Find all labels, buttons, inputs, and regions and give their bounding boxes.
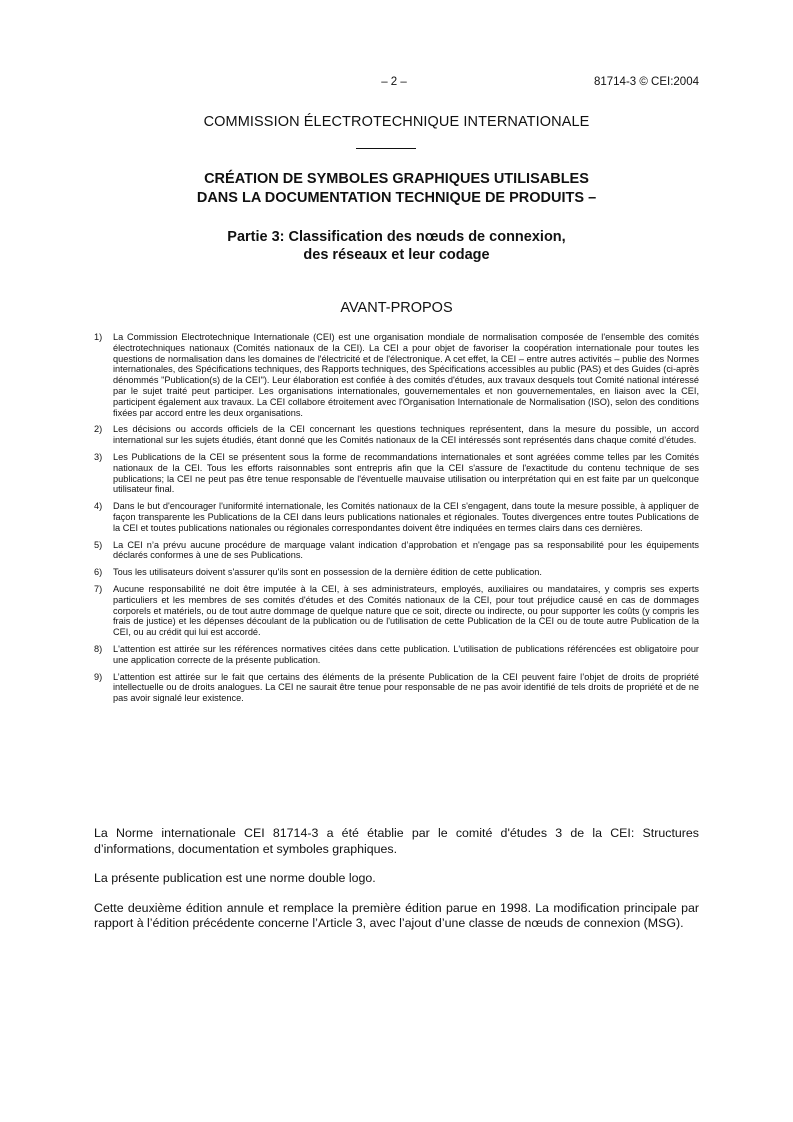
clause-item	[94, 540, 699, 562]
section-heading: AVANT-PROPOS	[340, 300, 453, 316]
document-reference: 81714-3 © CEI:2004	[593, 76, 699, 88]
clause-item	[94, 644, 699, 666]
paragraph-double-logo: La présente publication est une norme double logo.	[94, 871, 376, 885]
clause-text: L'attention est attirée sur les références normatives citées dans cette publication. L'utilisation de publications référencées est obligatoire pour une application correcte de la présente publication.	[113, 643, 699, 665]
clause-item	[94, 332, 699, 418]
document-title	[0, 170, 793, 208]
clause-text: L’attention est attirée sur le fait que certains des éléments de la présente Publication de la CEI peuvent faire l’objet de droits de propriété intellectuelle ou de droits analogues. La CEI ne saurait être tenue pour responsable de ne pas avoir identifié de tels droits de propriété et de ne pas avoir signalé leur existence.	[113, 671, 699, 704]
document-title-line-1: CRÉATION DE SYMBOLES GRAPHIQUES UTILISABLES	[204, 171, 589, 187]
page-header	[94, 76, 699, 92]
clause-number: 7)	[94, 583, 103, 594]
clause-text: Dans le but d'encourager l'uniformité internationale, les Comités nationaux de la CEI s'engagent, dans toute la mesure possible, à appliquer de façon transparente les Publications de la CEI dans leurs publications nationales et régionales. Toutes divergences entre toutes Publications de la CEI et toutes publications nationales ou régionales correspondantes doivent être indiquées en termes clairs dans ces dernières.	[113, 501, 699, 533]
clause-item	[94, 672, 699, 704]
clause-number: 2)	[94, 424, 103, 435]
clause-item	[94, 584, 699, 638]
clause-item	[94, 567, 699, 578]
clause-number: 9)	[94, 671, 103, 682]
clause-number: 6)	[94, 567, 103, 578]
clause-text: La CEI n’a prévu aucune procédure de marquage valant indication d’approbation et n'engage pas sa responsabilité pour les équipements déclarés conformes à une de ses Publications.	[113, 539, 699, 561]
clause-item	[94, 424, 699, 446]
clause-number: 1)	[94, 332, 103, 342]
page-number: – 2 –	[381, 76, 407, 88]
title-divider	[356, 148, 416, 149]
clause-text: Aucune responsabilité ne doit être imputée à la CEI, à ses administrateurs, employés, auxiliaires ou mandataires, y compris ses experts particuliers et les membres de ses comités d'études et des Comités nationaux de la CEI, pour tout préjudice causé en cas de dommages corporels et matériels, ou de tout autre dommage de quelque nature que ce soit, directe ou indirecte, ou pour supporter les coûts (y compris les frais de justice) et les dépenses découlant de la publication ou de l'utilisation de cette Publication de la CEI ou de toute autre Publication de la CEI, ou au crédit qui lui est accordé.	[113, 583, 699, 638]
clause-text: Les décisions ou accords officiels de la CEI concernant les questions techniques représentent, dans la mesure du possible, un accord international sur les sujets étudiés, étant donné que les Comités nationaux de la CEI intéressés sont représentés dans chaque comité d’études.	[113, 424, 699, 446]
clause-number: 4)	[94, 501, 103, 512]
clause-number: 8)	[94, 643, 103, 654]
organization-name: COMMISSION ÉLECTROTECHNIQUE INTERNATIONALE	[203, 114, 590, 130]
body-paragraphs	[94, 826, 699, 946]
clause-text: Tous les utilisateurs doivent s'assurer qu'ils sont en possession de la dernière édition de cette publication.	[113, 567, 542, 578]
clause-text: Les Publications de la CEI se présentent sous la forme de recommandations internationales et sont agréées comme telles par les Comités nationaux de la CEI. Tous les efforts raisonnables sont entrepris afin que la CEI s'assure de l'exactitude du contenu technique de ses publications; la CEI ne peut pas être tenue responsable de l'éventuelle mauvaise utilisation ou interprétation qui en est faite par un quelconque utilisateur final.	[113, 451, 699, 495]
document-subtitle-line-2: des réseaux et leur codage	[303, 247, 490, 263]
paragraph-establishment: La Norme internationale CEI 81714-3 a été établie par le comité d'études 3 de la CEI: Structures d’informations, documentation et symboles graphiques.	[94, 826, 699, 856]
foreword-clause-list	[94, 332, 699, 710]
clause-number: 5)	[94, 539, 103, 550]
document-subtitle	[0, 228, 793, 264]
document-title-line-2: DANS LA DOCUMENTATION TECHNIQUE DE PRODUITS –	[196, 190, 597, 206]
clause-item	[94, 501, 699, 533]
clause-number: 3)	[94, 451, 103, 462]
clause-text: La Commission Electrotechnique Internationale (CEI) est une organisation mondiale de normalisation composée de l'ensemble des comités électrotechniques nationaux (Comités nationaux de la CEI). La CEI a pour objet de favoriser la coopération internationale pour toutes les questions de normalisation dans les domaines de l'électricité et de l'électronique. A cet effet, la CEI – entre autres activités – publie des Normes internationales, des Spécifications techniques, des Rapports techniques, des Spécifications accessibles au public (PAS) et des Guides (ci-après dénommés "Publication(s) de la CEI"). Leur élaboration est confiée à des comités d'études, aux travaux desquels tout Comité national intéressé par le sujet traité peut participer. Les organisations internationales, gouvernementales et non gouvernementales, en liaison avec la CEI, participent également aux travaux. La CEI collabore étroitement avec l'Organisation Internationale de Normalisation (ISO), selon des conditions fixées par accord entre les deux organisations.	[113, 332, 699, 418]
paragraph-edition: Cette deuxième édition annule et remplace la première édition parue en 1998. La modification principale par rapport à l’édition précédente concerne l’Article 3, avec l’ajout d’une classe de nœuds de connexion (MSG).	[94, 900, 699, 930]
clause-item	[94, 452, 699, 495]
document-subtitle-line-1: Partie 3: Classification des nœuds de connexion,	[227, 229, 566, 245]
